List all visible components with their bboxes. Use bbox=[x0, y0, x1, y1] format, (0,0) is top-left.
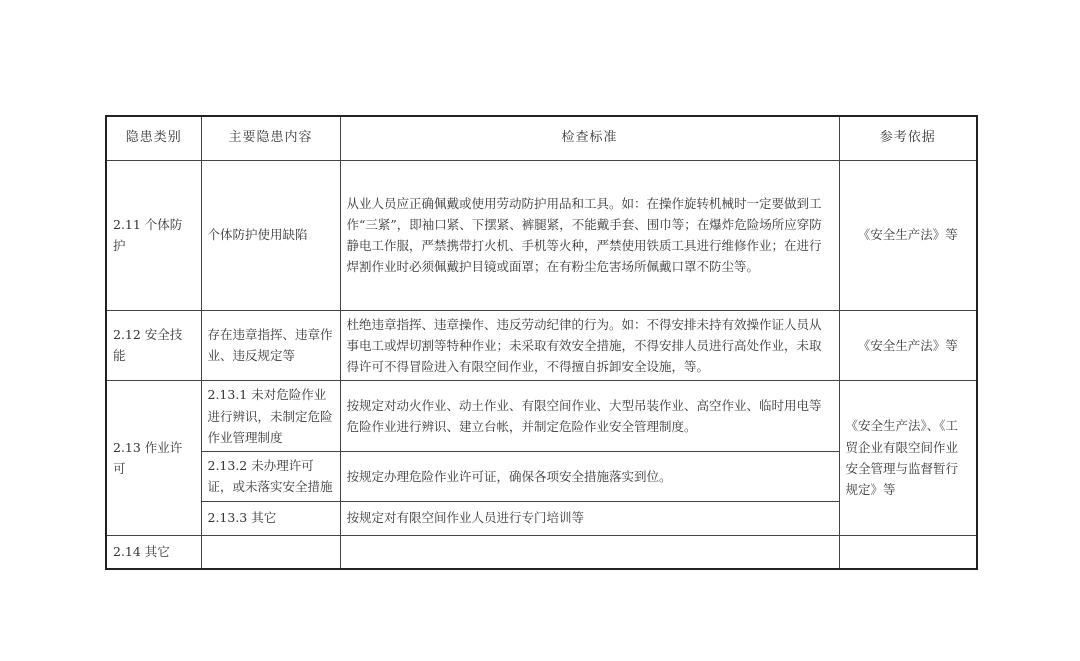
row-basis: 《安全生产法》等 bbox=[839, 310, 977, 381]
row-hazard-content bbox=[201, 535, 340, 569]
row-standard: 按规定办理危险作业许可证，确保各项安全措施落实到位。 bbox=[340, 452, 839, 502]
row-basis: 《安全生产法》、《工贸企业有限空间作业安全管理与监督暂行规定》等 bbox=[839, 381, 977, 535]
row-hazard-content: 2.13.1 未对危险作业进行辨识，未制定危险作业管理制度 bbox=[201, 381, 340, 452]
row-category: 2.14 其它 bbox=[106, 535, 201, 569]
row-standard: 杜绝违章指挥、违章操作、违反劳动纪律的行为。如：不得安排未持有效操作证人员从事电工或焊切割等特种作业；未采取有效安全措施，不得安排人员进行高处作业，未取得许可不得冒险进入有限空间作业，不得擅自拆卸安全设施，等。 bbox=[340, 310, 839, 381]
row-standard: 按规定对有限空间作业人员进行专门培训等 bbox=[340, 501, 839, 535]
row-standard: 按规定对动火作业、动土作业、有限空间作业、大型吊装作业、高空作业、临时用电等危险作业进行辨识、建立台帐，并制定危险作业安全管理制度。 bbox=[340, 381, 839, 452]
row-hazard-content: 存在违章指挥、违章作业、违反规定等 bbox=[201, 310, 340, 381]
table-header-row bbox=[106, 116, 977, 160]
table-row bbox=[106, 310, 977, 381]
row-basis: 《安全生产法》等 bbox=[839, 160, 977, 310]
row-category: 2.12 安全技能 bbox=[106, 310, 201, 381]
header-inspection-standard: 检查标准 bbox=[340, 116, 839, 160]
row-standard bbox=[340, 535, 839, 569]
row-hazard-content: 2.13.2 未办理许可证，或未落实安全措施 bbox=[201, 452, 340, 502]
hazard-inspection-table bbox=[105, 115, 978, 570]
row-standard: 从业人员应正确佩戴或使用劳动防护用品和工具。如：在操作旋转机械时一定要做到工作“三紧”，即袖口紧、下摆紧、裤腿紧，不能戴手套、围巾等；在爆炸危险场所应穿防静电工作服，严禁携带打火机、手机等火种，严禁使用铁质工具进行维修作业；在进行焊割作业时必须佩戴护目镜或面罩；在有粉尘危害场所佩戴口罩不防尘等。 bbox=[340, 160, 839, 310]
row-category: 2.13 作业许可 bbox=[106, 381, 201, 535]
header-main-hazard: 主要隐患内容 bbox=[201, 116, 340, 160]
row-hazard-content: 个体防护使用缺陷 bbox=[201, 160, 340, 310]
header-hazard-category: 隐患类别 bbox=[106, 116, 201, 160]
row-category: 2.11 个体防护 bbox=[106, 160, 201, 310]
row-hazard-content: 2.13.3 其它 bbox=[201, 501, 340, 535]
row-basis bbox=[839, 535, 977, 569]
header-reference-basis: 参考依据 bbox=[839, 116, 977, 160]
table-row bbox=[106, 160, 977, 310]
table-row bbox=[106, 535, 977, 569]
table-row bbox=[106, 381, 977, 452]
